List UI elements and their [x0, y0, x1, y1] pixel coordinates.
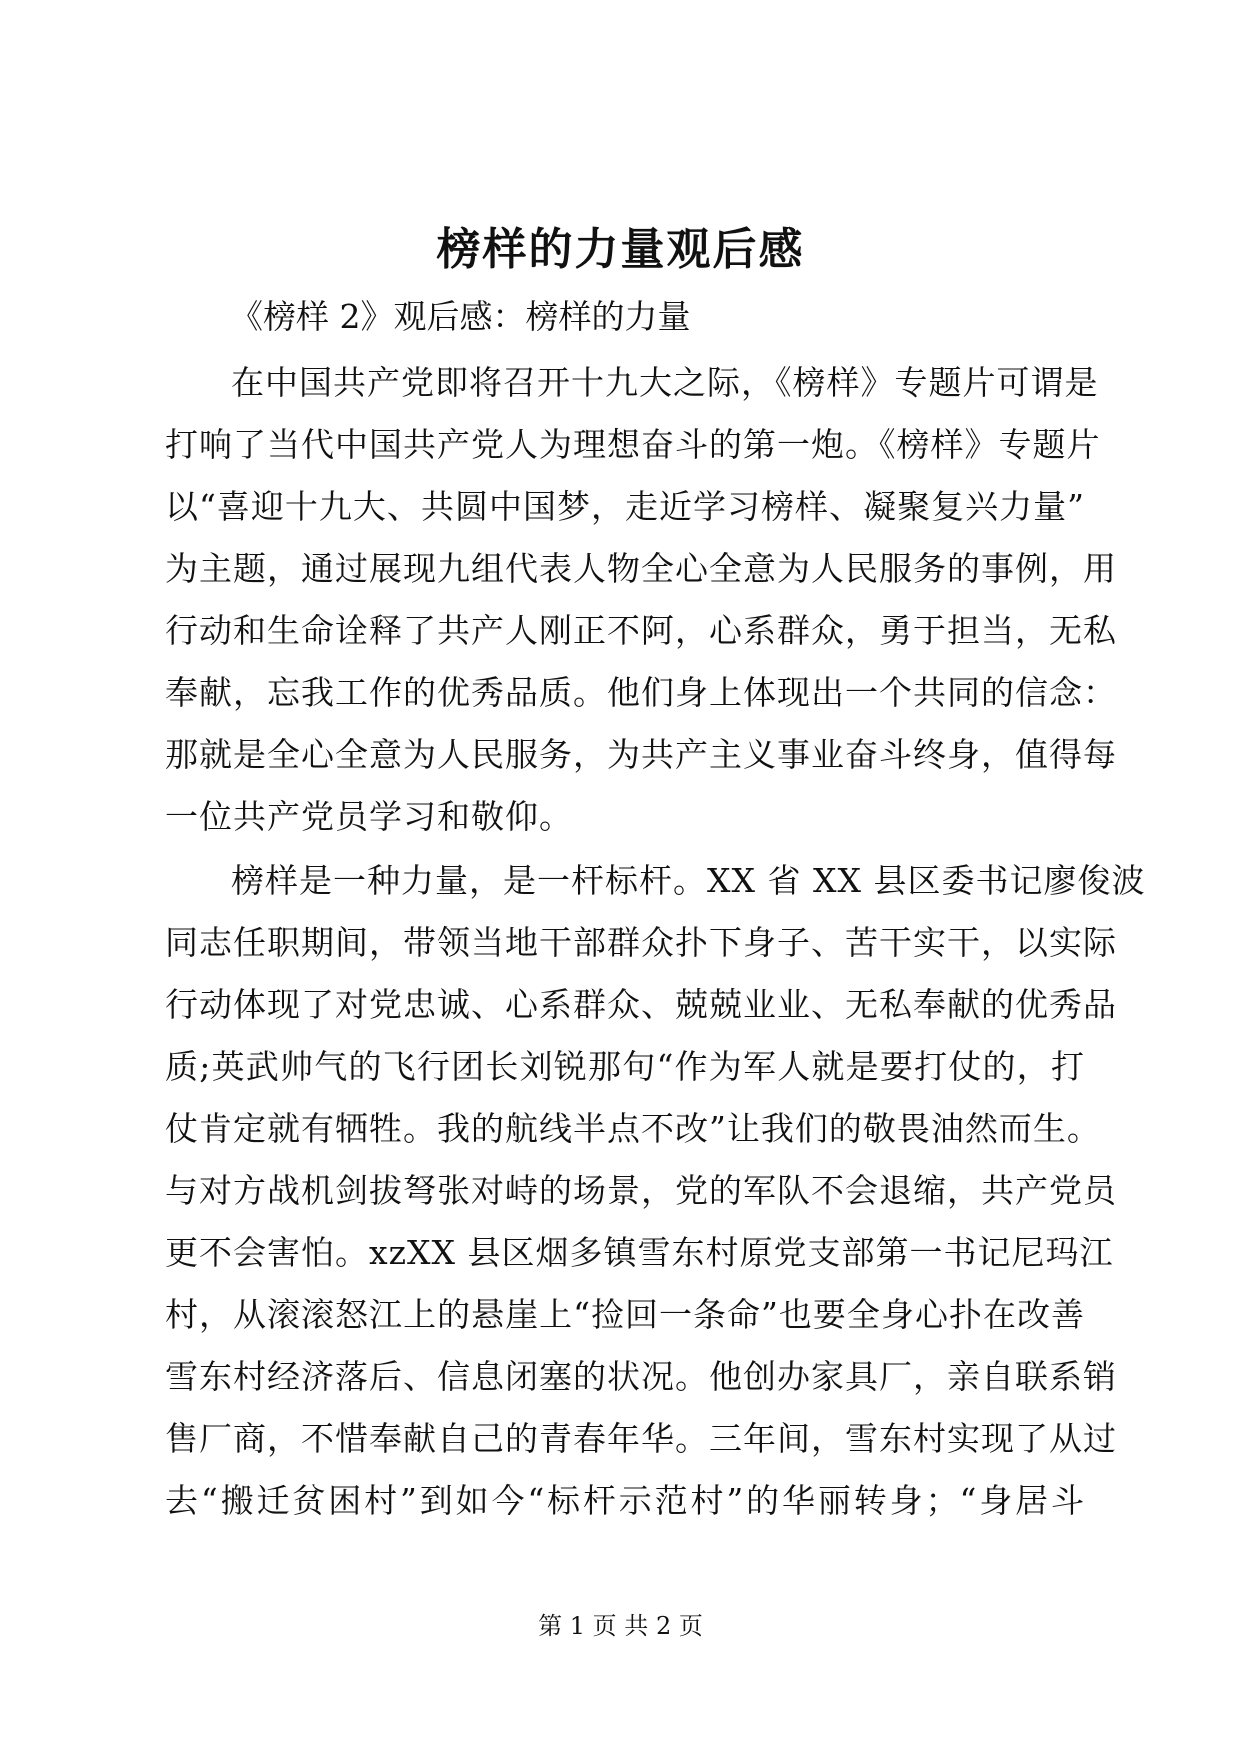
paragraph-line: 售厂商，不惜奉献自己的青春年华。三年间，雪东村实现了从过: [165, 1419, 1117, 1458]
document-title: 榜样的力量观后感: [436, 224, 805, 275]
paragraph-line: 行动体现了对党忠诚、心系群众、兢兢业业、无私奉献的优秀品: [165, 985, 1117, 1024]
paragraph-line: 行动和生命诠释了共产人刚正不阿，心系群众，勇于担当，无私: [165, 611, 1117, 650]
paragraph-line: 雪东村经济落后、信息闭塞的状况。他创办家具厂，亲自联系销: [165, 1357, 1117, 1396]
paragraph-line: 仗肯定就有牺牲。我的航线半点不改”让我们的敬畏油然而生。: [165, 1109, 1101, 1148]
paragraph-line: 同志任职期间，带领当地干部群众扑下身子、苦干实干，以实际: [165, 923, 1117, 962]
document-subtitle: 《榜样 2》观后感：榜样的力量: [230, 297, 691, 336]
paragraph-line: 打响了当代中国共产党人为理想奋斗的第一炮。《榜样》专题片: [165, 425, 1101, 464]
paragraph-line: 那就是全心全意为人民服务，为共产主义事业奋斗终身，值得每: [165, 735, 1117, 774]
paragraph-line: 与对方战机剑拔弩张对峙的场景，党的军队不会退缩，共产党员: [165, 1171, 1117, 1210]
paragraph-line: 榜样是一种力量，是一杆标杆。XX 省 XX 县区委书记廖俊波: [231, 861, 1146, 900]
paragraph-line: 在中国共产党即将召开十九大之际，《榜样》专题片可谓是: [231, 363, 1099, 402]
paragraph-line: 更不会害怕。xzXX 县区烟多镇雪东村原党支部第一书记尼玛江: [165, 1233, 1114, 1272]
paragraph-2: [165, 850, 1146, 1532]
paragraph-line: 去“搬迁贫困村”到如今“标杆示范村”的华丽转身；“身居斗: [165, 1481, 1085, 1520]
paragraph-line: 一位共产党员学习和敬仰。: [165, 797, 573, 836]
paragraph-line: 质;英武帅气的飞行团长刘锐那句“作为军人就是要打仗的，打: [165, 1047, 1085, 1086]
paragraph-line: 村，从滚滚怒江上的悬崖上“捡回一条命”也要全身心扑在改善: [165, 1295, 1085, 1334]
page-footer: 第 1 页 共 2 页: [538, 1612, 703, 1640]
paragraph-line: 以“喜迎十九大、共圆中国梦，走近学习榜样、凝聚复兴力量”: [165, 487, 1085, 526]
paragraph-line: 为主题，通过展现九组代表人物全心全意为人民服务的事例，用: [165, 549, 1117, 588]
paragraph-1: [165, 352, 1117, 848]
paragraph-line: 奉献，忘我工作的优秀品质。他们身上体现出一个共同的信念：: [165, 673, 1117, 712]
